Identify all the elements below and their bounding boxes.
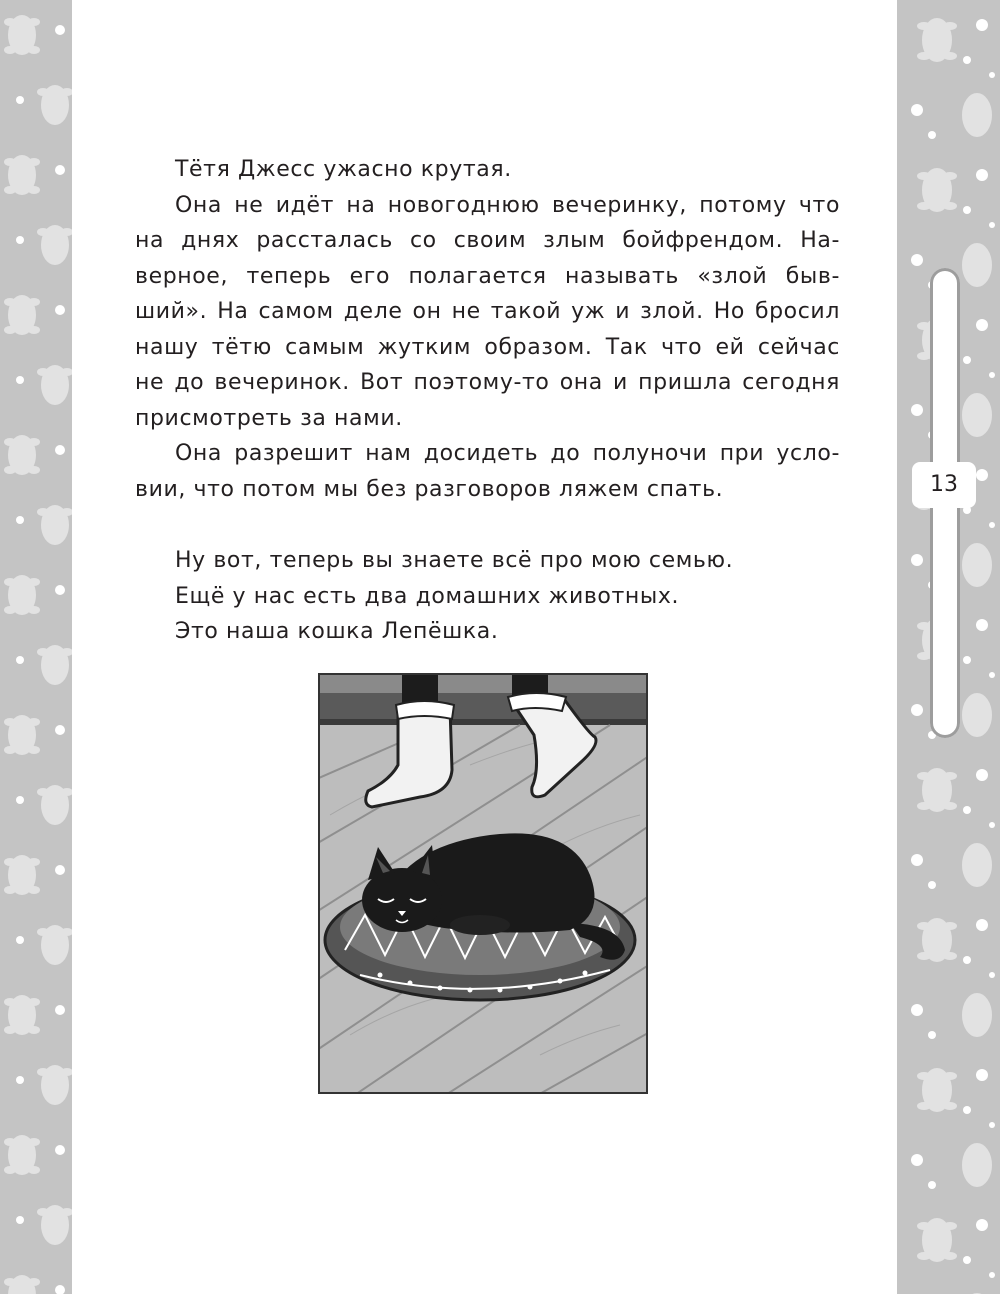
text-line: нашу тётю самым жутким образом. Так что ей сейчас: [135, 334, 840, 360]
turtle-pattern-icon: [0, 0, 72, 1294]
text-line: верное, теперь его полагается называть «злой быв-: [135, 263, 840, 289]
paragraph-gap: [135, 507, 840, 543]
text-line: на днях рассталась со своим злым бойфрендом. На-: [135, 228, 840, 253]
cat-illustration: [318, 673, 648, 1094]
text-line: Она не идёт на новогоднюю вечеринку, потому что: [175, 192, 840, 218]
paragraph-2: [135, 188, 840, 437]
text-line: вии, что потом мы без разговоров ляжем спать.: [135, 476, 724, 502]
page-number: 13: [912, 462, 976, 508]
text-line: присмотреть за нами.: [135, 405, 403, 431]
left-decorative-border: [0, 0, 72, 1294]
paragraph-6: [135, 614, 840, 650]
paragraph-5: [135, 579, 840, 615]
text-line: ший». На самом деле он не такой уж и злой. Но бросил: [135, 299, 840, 324]
text-line: Ну вот, теперь вы знаете всё про мою семью.: [175, 548, 734, 573]
text-line: не до вечеринок. Вот поэтому-то она и пришла сегодня: [135, 370, 840, 395]
paragraph-3: [135, 436, 840, 507]
black-cat-sleeping-on-cushion-icon: [320, 675, 646, 1092]
paragraph-1: [135, 152, 840, 188]
paragraph-4: [135, 543, 840, 579]
text-line: Она разрешит нам досидеть до полуночи при усло-: [175, 441, 840, 466]
text-line: Это наша кошка Лепёшка.: [175, 619, 499, 644]
text-line: Тётя Джесс ужасно крутая.: [175, 157, 512, 182]
story-text: [135, 152, 840, 650]
text-line: Ещё у нас есть два домашних животных.: [175, 583, 680, 609]
